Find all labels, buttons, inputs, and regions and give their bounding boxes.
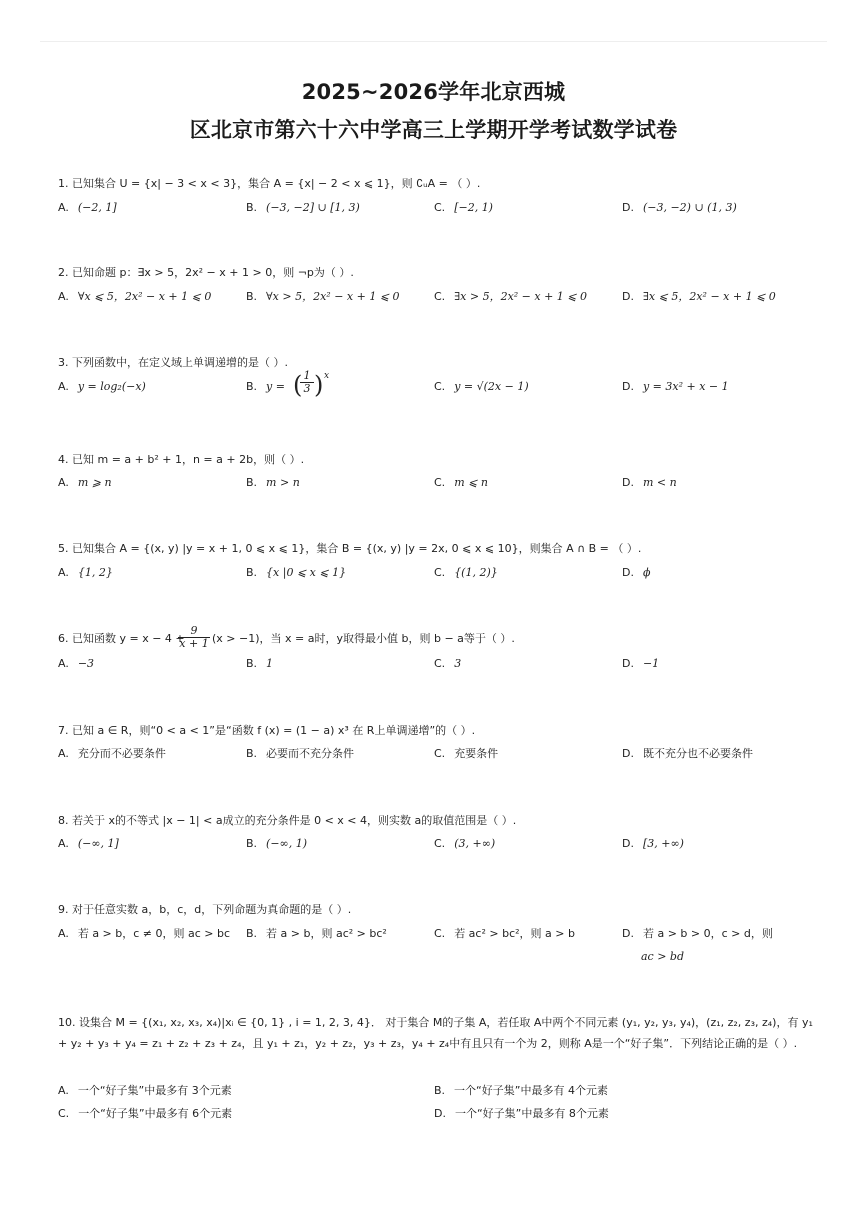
question-8-option-b: B. (−∞, 1) <box>246 837 308 850</box>
question-10-option-b: B. 一个“好子集”中最多有 4个元素 <box>434 1084 608 1097</box>
question-6-option-d: D. −1 <box>622 657 660 670</box>
question-8-option-c: C. (3, +∞) <box>434 837 496 850</box>
question-5-option-a: A. {1, 2} <box>58 566 113 579</box>
question-10-option-d: D. 一个“好子集”中最多有 8个元素 <box>434 1107 609 1120</box>
question-9-option-c: C. 若 ac² > bc²，则 a > b <box>434 927 575 940</box>
question-3-fraction: $\frac{1}{3}$ <box>300 370 314 395</box>
question-9-stem: 9. 对于任意实数 a，b，c，d，下列命题为真命题的是（ ）. <box>58 903 352 916</box>
question-5-option-c: C. {(1, 2)} <box>434 566 498 579</box>
question-6-option-a: A. −3 <box>58 657 95 670</box>
top-divider <box>40 41 827 42</box>
question-1-option-c: C. [−2, 1) <box>434 201 493 214</box>
question-10-option-a: A. 一个“好子集”中最多有 3个元素 <box>58 1084 232 1097</box>
question-10-option-c: C. 一个“好子集”中最多有 6个元素 <box>58 1107 233 1120</box>
question-3-exponent: x <box>324 371 330 381</box>
question-9-option-a: A. 若 a > b，c ≠ 0，则 ac > bc <box>58 927 231 940</box>
question-3-option-c: C. y = √(2x − 1) <box>434 380 529 393</box>
question-4-option-a: A. m ⩾ n <box>58 476 112 489</box>
question-2-stem: 2. 已知命题 p：∃x > 5，2x² − x + 1 > 0，则 ¬p为（ ）. <box>58 266 354 279</box>
question-4-option-d: D. m < n <box>622 476 677 489</box>
question-2-option-d: D. ∃x ⩽ 5，2x² − x + 1 ⩽ 0 <box>622 290 776 303</box>
question-5-option-d: D. ϕ <box>622 566 651 579</box>
question-3-left-paren: ( <box>293 371 303 399</box>
question-8-option-d: D. [3, +∞) <box>622 837 684 850</box>
question-7-option-a: A. 充分而不必要条件 <box>58 747 166 760</box>
question-6-option-c: C. 3 <box>434 657 462 670</box>
question-1-stem: 1. 已知集合 U = {x| − 3 < x < 3}，集合 A = {x| − 2 < x ⩽ 1}，则 ∁ᵤA = （ ）. <box>58 177 481 190</box>
question-6-option-b: B. 1 <box>246 657 274 670</box>
question-6-fraction: $\frac{9}{x + 1}$ <box>179 624 209 650</box>
question-3-right-paren: ) <box>314 371 324 399</box>
exam-title-line-2: 区北京市第六十六中学高三上学期开学考试数学试卷 <box>189 118 678 142</box>
question-5-option-b: B. {x |0 ⩽ x ⩽ 1} <box>246 566 347 579</box>
question-4-stem: 4. 已知 m = a + b² + 1，n = a + 2b，则（ ）. <box>58 453 305 466</box>
question-3-option-b: B. y = <box>246 380 285 393</box>
question-8-stem: 8. 若关于 x的不等式 |x − 1| < a成立的充分条件是 0 < x < 4，则实数 a的取值范围是（ ）. <box>58 814 517 827</box>
question-10-stem: 10. 设集合 M = {(x₁, x₂, x₃, x₄)|xᵢ ∈ {0, 1} , i = 1, 2, 3, 4}． 对于集合 M的子集 A，若任取 A中两个不同元素 (y₁, y₂, y₃, y₄)，(z₁, z₂, z₃, z₄)，有 y₁ + y₂ + y₃ + y₄ = z₁ + z₂ + z₃ + z₄，且 y₁ + z₁，y₂ + z₂，y₃ + z₃，y₄ + z₄中有且只有一个为 2，则称 A是一个“好子集”．下列结论正确的是（ ）. <box>58 1016 813 1050</box>
question-6-stem-part-2: (x > −1)，当 x = a时，y取得最小值 b，则 b − a等于（ ）. <box>212 632 515 645</box>
question-3-option-a: A. y = log₂(−x) <box>58 380 146 393</box>
question-4-option-b: B. m > n <box>246 476 300 489</box>
question-3-option-d: D. y = 3x² + x − 1 <box>622 380 729 393</box>
question-1-option-a: A. (−2, 1] <box>58 201 117 214</box>
question-1-option-b: B. (−3, −2] ∪ [1, 3) <box>246 201 360 214</box>
question-2-option-b: B. ∀x > 5，2x² − x + 1 ⩽ 0 <box>246 290 400 303</box>
question-9-option-d-continued: ac > bd <box>641 950 685 963</box>
question-6-stem-part-1: 6. 已知函数 y = x − 4 + <box>58 632 185 645</box>
question-8-option-a: A. (−∞, 1] <box>58 837 119 850</box>
exam-title-line-1: 2025~2026学年北京西城 <box>301 80 566 104</box>
question-7-option-c: C. 充要条件 <box>434 747 499 760</box>
question-4-option-c: C. m ⩽ n <box>434 476 488 489</box>
question-9-option-b: B. 若 a > b，则 ac² > bc² <box>246 927 387 940</box>
question-2-option-a: A. ∀x ⩽ 5，2x² − x + 1 ⩽ 0 <box>58 290 212 303</box>
question-9-option-d: D. 若 a > b > 0，c > d，则 <box>622 927 773 940</box>
question-7-option-d: D. 既不充分也不必要条件 <box>622 747 753 760</box>
question-2-option-c: C. ∃x > 5，2x² − x + 1 ⩽ 0 <box>434 290 588 303</box>
question-7-stem: 7. 已知 a ∈ R，则“0 < a < 1”是“函数 f (x) = (1 − a) x³ 在 R上单调递增”的（ ）. <box>58 724 476 737</box>
question-7-option-b: B. 必要而不充分条件 <box>246 747 355 760</box>
question-3-stem: 3. 下列函数中，在定义域上单调递增的是（ ）. <box>58 356 288 369</box>
question-5-stem: 5. 已知集合 A = {(x, y) |y = x + 1, 0 ⩽ x ⩽ 1}，集合 B = {(x, y) |y = 2x, 0 ⩽ x ⩽ 10}，则集合 A ∩ B = （ ）. <box>58 542 642 555</box>
question-1-option-d: D. (−3, −2) ∪ (1, 3) <box>622 201 737 214</box>
